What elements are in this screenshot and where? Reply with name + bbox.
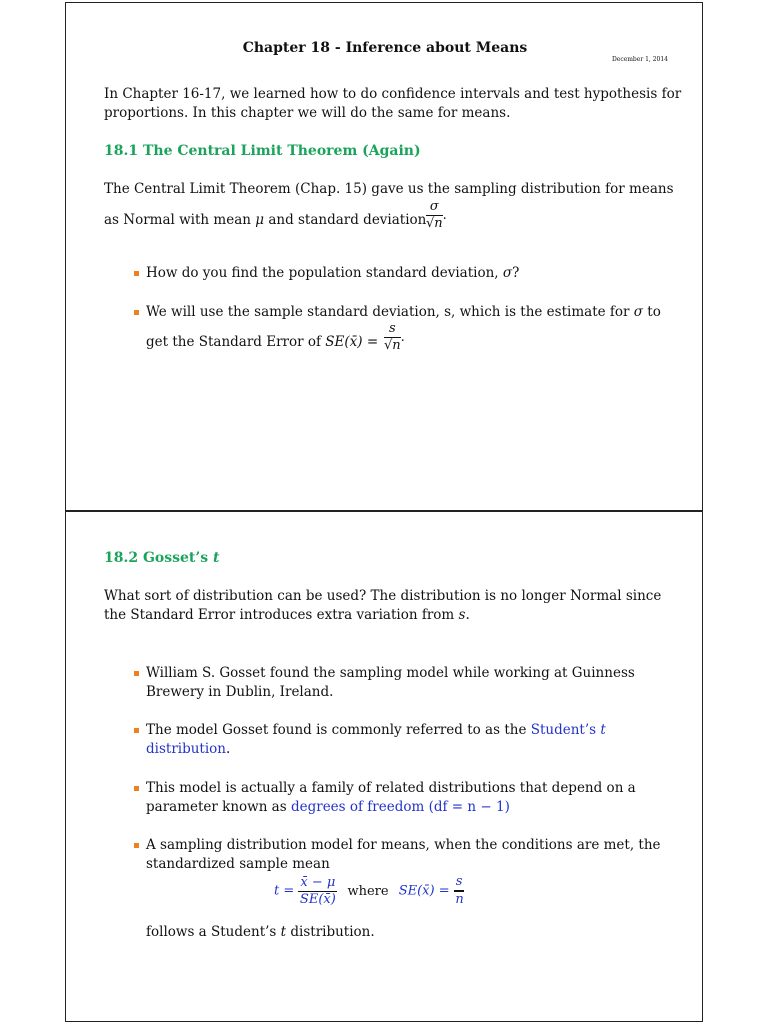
bullet-sampling-line-1: A sampling distribution model for means, when the conditions are met, the — [146, 837, 661, 853]
bullet-gosset-line-2: Brewery in Dublin, Ireland. — [146, 684, 334, 700]
degrees-of-freedom-term: degrees of freedom — [290, 799, 425, 815]
slide-1 — [65, 2, 703, 511]
s-over-sqrt-n: $\frac{s}{√n}$ . — [384, 321, 405, 353]
clt-line-1: The Central Limit Theorem (Chap. 15) gave us the sampling distribution for means — [104, 181, 674, 197]
mu-symbol: μ — [255, 212, 265, 228]
para-line-1: What sort of distribution can be used? The distribution is no longer Normal since — [104, 588, 662, 604]
bullet-family-line-1: This model is actually a family of related distributions that depend on a — [146, 780, 636, 796]
bullet-2-line-1: We will use the sample standard deviation, s, which is the estimate for σ to — [146, 304, 661, 320]
follows-line: follows a Student’s t distribution. — [146, 924, 375, 940]
section-heading-18-2: 18.2 Gosset’s t — [104, 550, 220, 566]
sigma-over-sqrt-n: $\frac{\sigma}{√n}$ . — [426, 199, 447, 231]
section-heading-18-1: 18.1 The Central Limit Theorem (Again) — [104, 143, 421, 159]
bullet-marker — [134, 843, 139, 848]
bullet-family-line-2: parameter known as degrees of freedom (df = n − 1) — [146, 799, 510, 815]
bullet-marker — [134, 271, 139, 276]
clt-line-2: as Normal with mean μ and standard deviation — [104, 212, 427, 228]
bullet-gosset-line-1: William S. Gosset found the sampling model while working at Guinness — [146, 665, 635, 681]
bullet-1: How do you find the population standard deviation, σ? — [146, 265, 520, 281]
bullet-marker — [134, 728, 139, 733]
date-label: December 1, 2014 — [611, 56, 668, 63]
bullet-marker — [134, 786, 139, 791]
students-t-term: Student’s t — [530, 722, 606, 738]
se-expression: SE(x̄) = — [325, 334, 379, 350]
slide-2 — [65, 511, 703, 1022]
bullet-model-line-1: The model Gosset found is commonly referred to as the Student’s t — [146, 722, 606, 738]
page-title: Chapter 18 - Inference about Means — [242, 40, 528, 56]
t-statistic-formula: t = $\frac{x̄ - \mu}{SE(x̄)}$ where SE(x̄) = $\frac{s}{n}$ — [274, 874, 464, 907]
bullet-2-line-2: get the Standard Error of SE(x̄) = — [146, 334, 379, 350]
bullet-sampling-line-2: standardized sample mean — [146, 856, 330, 872]
intro-line-2: proportions. In this chapter we will do the same for means. — [104, 105, 511, 121]
bullet-model-line-2: distribution. — [146, 741, 231, 757]
intro-line-1: In Chapter 16-17, we learned how to do confidence intervals and test hypothesis for — [104, 86, 682, 102]
bullet-marker — [134, 671, 139, 676]
df-formula: (df = n − 1) — [428, 799, 510, 815]
bullet-marker — [134, 310, 139, 315]
para-line-2: the Standard Error introduces extra variation from s. — [104, 607, 470, 623]
